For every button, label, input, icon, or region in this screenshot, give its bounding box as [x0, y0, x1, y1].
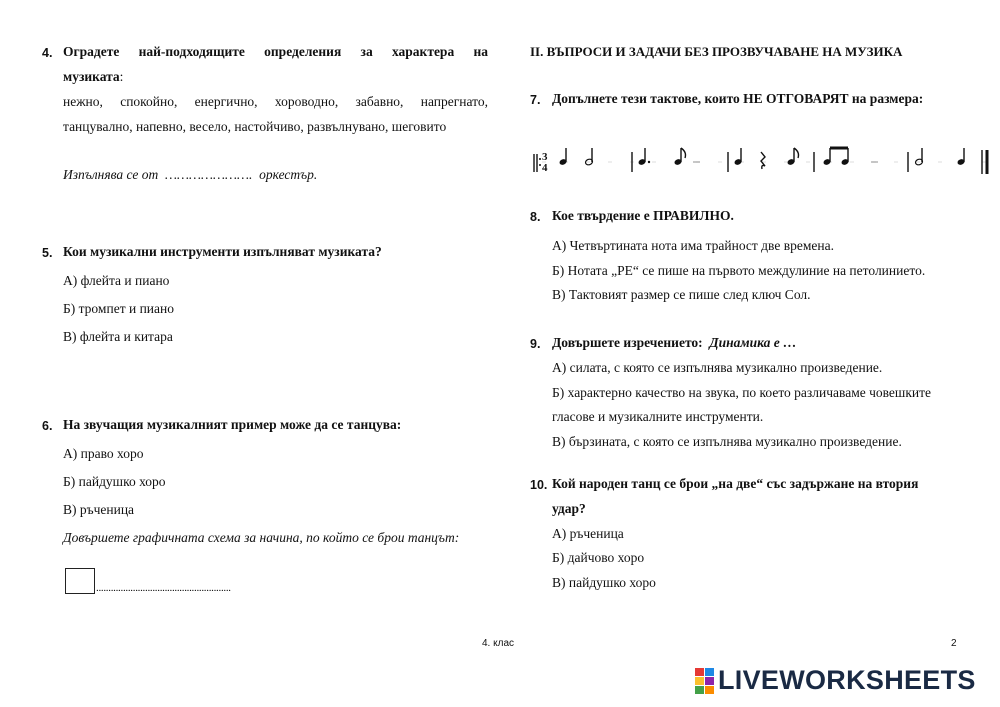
logo-block: [695, 677, 704, 685]
question-9-option-c[interactable]: В) бързината, с която се изпълнява музикално произведение.: [552, 434, 902, 449]
logo-block: [705, 668, 714, 676]
question-10-option-c[interactable]: В) пайдушко хоро: [552, 575, 656, 590]
question-9-option-b-cont[interactable]: гласове и музикалните инструменти.: [552, 409, 764, 424]
question-4-options-line1: нежно, спокойно, енергично, хороводно, забавно, напрегнато,: [63, 94, 488, 109]
question-8-option-c[interactable]: В) Тактовият размер се пише след ключ Сол.: [552, 287, 811, 302]
logo-text: LIVEWORKSHEETS: [718, 665, 976, 695]
question-9-option-a[interactable]: А) силата, с която се изпълнява музикално произведение.: [552, 360, 883, 375]
time-signature-top: 3: [542, 151, 548, 163]
question-6-option-a[interactable]: А) право хоро: [63, 446, 144, 461]
liveworksheets-logo[interactable]: [695, 667, 976, 694]
question-10-option-b[interactable]: Б) дайчово хоро: [552, 550, 645, 565]
question-4-number: 4.: [42, 46, 53, 60]
question-10-text: Кой народен танц се брои „на две“ със задържане на втория: [552, 476, 919, 491]
question-9-number: 9.: [530, 337, 541, 351]
question-10-option-a[interactable]: А) ръченица: [552, 526, 624, 541]
logo-block: [695, 668, 704, 676]
question-4-prompt: Изпълнява се от …………………. оркестър.: [63, 167, 318, 182]
answer-blank[interactable]: ………………….: [164, 167, 253, 182]
question-10-text-line2: удар?: [552, 501, 586, 516]
question-4-text-line2: музиката:: [63, 69, 124, 84]
question-9-text: Довършете изречението: Динамика е …: [552, 335, 797, 350]
question-5-number: 5.: [42, 246, 53, 260]
logo-blocks-icon: [695, 668, 714, 694]
question-8-text: Кое твърдение е ПРАВИЛНО.: [552, 208, 734, 223]
footer-page-number: 2: [951, 638, 957, 649]
question-10-number: 10.: [530, 478, 548, 492]
music-staff: [528, 140, 994, 182]
section-title: II. ВЪПРОСИ И ЗАДАЧИ БЕЗ ПРОЗВУЧАВАНЕ НА МУЗИКА: [530, 44, 903, 59]
question-6-option-b[interactable]: Б) пайдушко хоро: [63, 474, 166, 489]
logo-block: [705, 686, 714, 694]
question-6-option-c[interactable]: В) ръченица: [63, 502, 135, 517]
question-8-option-a[interactable]: А) Четвъртината нота има трайност две времена.: [552, 238, 834, 253]
question-7-number: 7.: [530, 93, 541, 107]
question-5-option-a[interactable]: А) флейта и пиано: [63, 273, 170, 288]
question-7-text: Допълнете тези тактове, които НЕ ОТГОВАРЯТ на размера:: [552, 91, 924, 106]
question-8-number: 8.: [530, 210, 541, 224]
scheme-dots[interactable]: .......................................................: [96, 582, 231, 594]
scheme-box[interactable]: [65, 568, 95, 594]
logo-block: [705, 677, 714, 685]
footer-grade: 4. клас: [482, 638, 515, 649]
question-8-option-b[interactable]: Б) Нотата „РЕ“ се пише на първото междулиние на петолинието.: [552, 263, 926, 278]
question-4-text: Оградете най-подходящите определения за характера на: [63, 44, 488, 59]
question-9-option-b[interactable]: Б) характерно качество на звука, по което различаваме човешките: [552, 385, 931, 400]
question-6-number: 6.: [42, 419, 53, 433]
question-5-option-c[interactable]: В) флейта и китара: [63, 329, 173, 344]
question-5-option-b[interactable]: Б) тромпет и пиано: [63, 301, 174, 316]
question-6-instruction: Довършете графичната схема за начина, по който се брои танцът:: [63, 530, 460, 545]
time-signature-bottom: 4: [542, 162, 548, 174]
question-5-text: Кои музикални инструменти изпълняват музиката?: [63, 244, 382, 259]
question-6-text: На звучащия музикалният пример може да се танцува:: [63, 417, 402, 432]
question-4-options-line2: танцувално, напевно, весело, настойчиво, развълнувано, шеговито: [63, 119, 447, 134]
logo-block: [695, 686, 704, 694]
